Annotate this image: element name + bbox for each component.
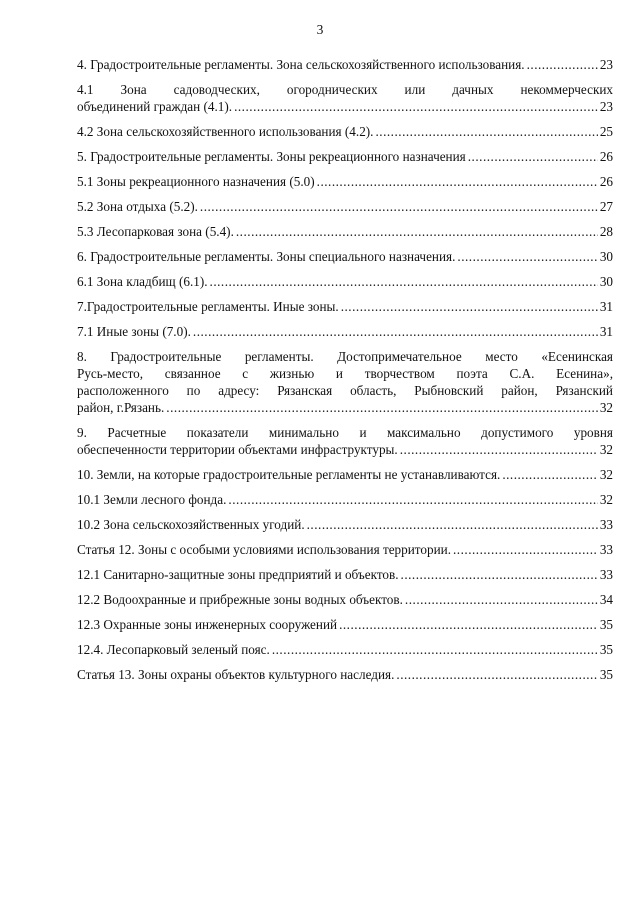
toc-entry [77, 223, 613, 240]
toc-leader-dots [341, 298, 598, 315]
toc-entry-title: Статья 12. Зоны с особыми условиями использования территории. [77, 542, 451, 557]
toc-entry [77, 123, 613, 140]
toc-entry [77, 566, 613, 583]
toc-leader-dots [272, 641, 598, 658]
toc-entry-title: 5.1 Зоны рекреационного назначения (5.0) [77, 174, 315, 189]
toc-entry-title: 10.1 Земли лесного фонда. [77, 492, 227, 507]
toc-entry [77, 466, 613, 483]
toc-entry-page: 31 [599, 324, 613, 339]
toc-entry-title: 4. Градостроительные регламенты. Зона сельскохозяйственного использования. [77, 57, 525, 72]
toc-entry-title-line: 9. Расчетные показатели минимально и максимально допустимого уровня [77, 425, 613, 440]
toc-entry-page: 33 [599, 567, 613, 582]
toc-entry [77, 198, 613, 215]
toc-leader-dots [228, 491, 597, 508]
toc-entry-title-line: Русь-место, связанное с жизнью и творчеством поэта С.А. Есенина», [77, 366, 613, 381]
toc-entry [77, 348, 613, 416]
toc-entry-page: 34 [599, 592, 613, 607]
toc-entry-page: 33 [599, 517, 613, 532]
toc-leader-dots [193, 323, 598, 340]
toc-entry [77, 173, 613, 190]
toc-leader-dots [396, 666, 597, 683]
toc-entry [77, 666, 613, 683]
toc-leader-dots [457, 248, 597, 265]
toc-entry [77, 81, 613, 115]
toc-leader-dots [502, 466, 598, 483]
toc-leader-dots [405, 591, 598, 608]
toc-leader-dots [401, 566, 598, 583]
toc-entry-title: 5. Градостроительные регламенты. Зоны рекреационного назначения [77, 149, 466, 164]
toc-entry-page: 26 [599, 149, 613, 164]
toc-leader-dots [166, 399, 598, 416]
toc-entry [77, 323, 613, 340]
toc-entry-page: 30 [599, 274, 613, 289]
toc-entry-title-line: объединений граждан (4.1). [77, 99, 233, 114]
toc-leader-dots [375, 123, 597, 140]
toc-entry [77, 641, 613, 658]
toc-entry-page: 30 [599, 249, 613, 264]
toc-entry [77, 541, 613, 558]
toc-entry-page: 25 [599, 124, 613, 139]
toc-entry-title-line: расположенного по адресу: Рязанская область, Рыбновский район, Рязанский [77, 383, 613, 398]
toc-entry-page: 31 [599, 299, 613, 314]
toc-entry-title: 12.2 Водоохранные и прибрежные зоны водных объектов. [77, 592, 403, 607]
toc-entry-page: 23 [599, 99, 613, 114]
toc-entry-title: 6.1 Зона кладбищ (6.1). [77, 274, 208, 289]
toc-entry-page: 32 [599, 467, 613, 482]
toc-entry-page: 32 [599, 442, 613, 457]
toc-entry [77, 491, 613, 508]
toc-entry-title: Статья 13. Зоны охраны объектов культурного наследия. [77, 667, 395, 682]
toc-entry-page: 27 [599, 199, 613, 214]
toc-entry [77, 248, 613, 265]
toc-entry-title: 5.2 Зона отдыха (5.2). [77, 199, 198, 214]
toc-entry-title: 5.3 Лесопарковая зона (5.4). [77, 224, 234, 239]
toc-entry-title-line: 4.1 Зона садоводческих, огороднических или дачных некоммерческих [77, 82, 613, 97]
toc-entry-page: 23 [599, 57, 613, 72]
toc-entry-page: 33 [599, 542, 613, 557]
toc-leader-dots [400, 441, 598, 458]
toc-entry-title: 12.4. Лесопарковый зеленый пояс. [77, 642, 270, 657]
toc-entry [77, 273, 613, 290]
toc-entry-page: 35 [599, 642, 613, 657]
toc-entry-page: 28 [599, 224, 613, 239]
toc-leader-dots [210, 273, 598, 290]
page-number: 3 [316, 22, 324, 37]
toc-entry-title: 12.3 Охранные зоны инженерных сооружений [77, 617, 338, 632]
toc-leader-dots [468, 148, 598, 165]
toc-leader-dots [317, 173, 598, 190]
toc-entry-title: 12.1 Санитарно-защитные зоны предприятий и объектов. [77, 567, 399, 582]
toc-leader-dots [234, 98, 598, 115]
toc-entry-page: 35 [599, 617, 613, 632]
toc-entry-page: 35 [599, 667, 613, 682]
toc-leader-dots [236, 223, 598, 240]
toc-entry [77, 148, 613, 165]
toc-entry-page: 26 [599, 174, 613, 189]
toc-leader-dots [200, 198, 598, 215]
toc-entry-title: 4.2 Зона сельскохозяйственного использования (4.2). [77, 124, 374, 139]
toc-entry [77, 298, 613, 315]
toc-entry-title-line: 8. Градостроительные регламенты. Достопримечательное место «Есенинская [77, 349, 613, 364]
toc-entry-title: 7.Градостроительные регламенты. Иные зоны. [77, 299, 339, 314]
toc-leader-dots [453, 541, 598, 558]
toc-entry-title-line: обеспеченности территории объектами инфраструктуры. [77, 442, 398, 457]
toc-leader-dots [339, 616, 598, 633]
toc-entry [77, 424, 613, 458]
toc-entry-title: 7.1 Иные зоны (7.0). [77, 324, 191, 339]
toc-entry-title-line: район, г.Рязань. [77, 400, 165, 415]
toc-entry [77, 56, 613, 73]
table-of-contents [77, 56, 613, 691]
toc-entry-title: 6. Градостроительные регламенты. Зоны специального назначения. [77, 249, 456, 264]
toc-entry [77, 516, 613, 533]
toc-entry-title: 10. Земли, на которые градостроительные регламенты не устанавливаются. [77, 467, 501, 482]
toc-entry [77, 591, 613, 608]
toc-entry-page: 32 [599, 492, 613, 507]
toc-entry-title: 10.2 Зона сельскохозяйственных угодий. [77, 517, 305, 532]
toc-entry [77, 616, 613, 633]
toc-entry-page: 32 [599, 400, 613, 415]
toc-leader-dots [527, 56, 598, 73]
toc-leader-dots [307, 516, 598, 533]
